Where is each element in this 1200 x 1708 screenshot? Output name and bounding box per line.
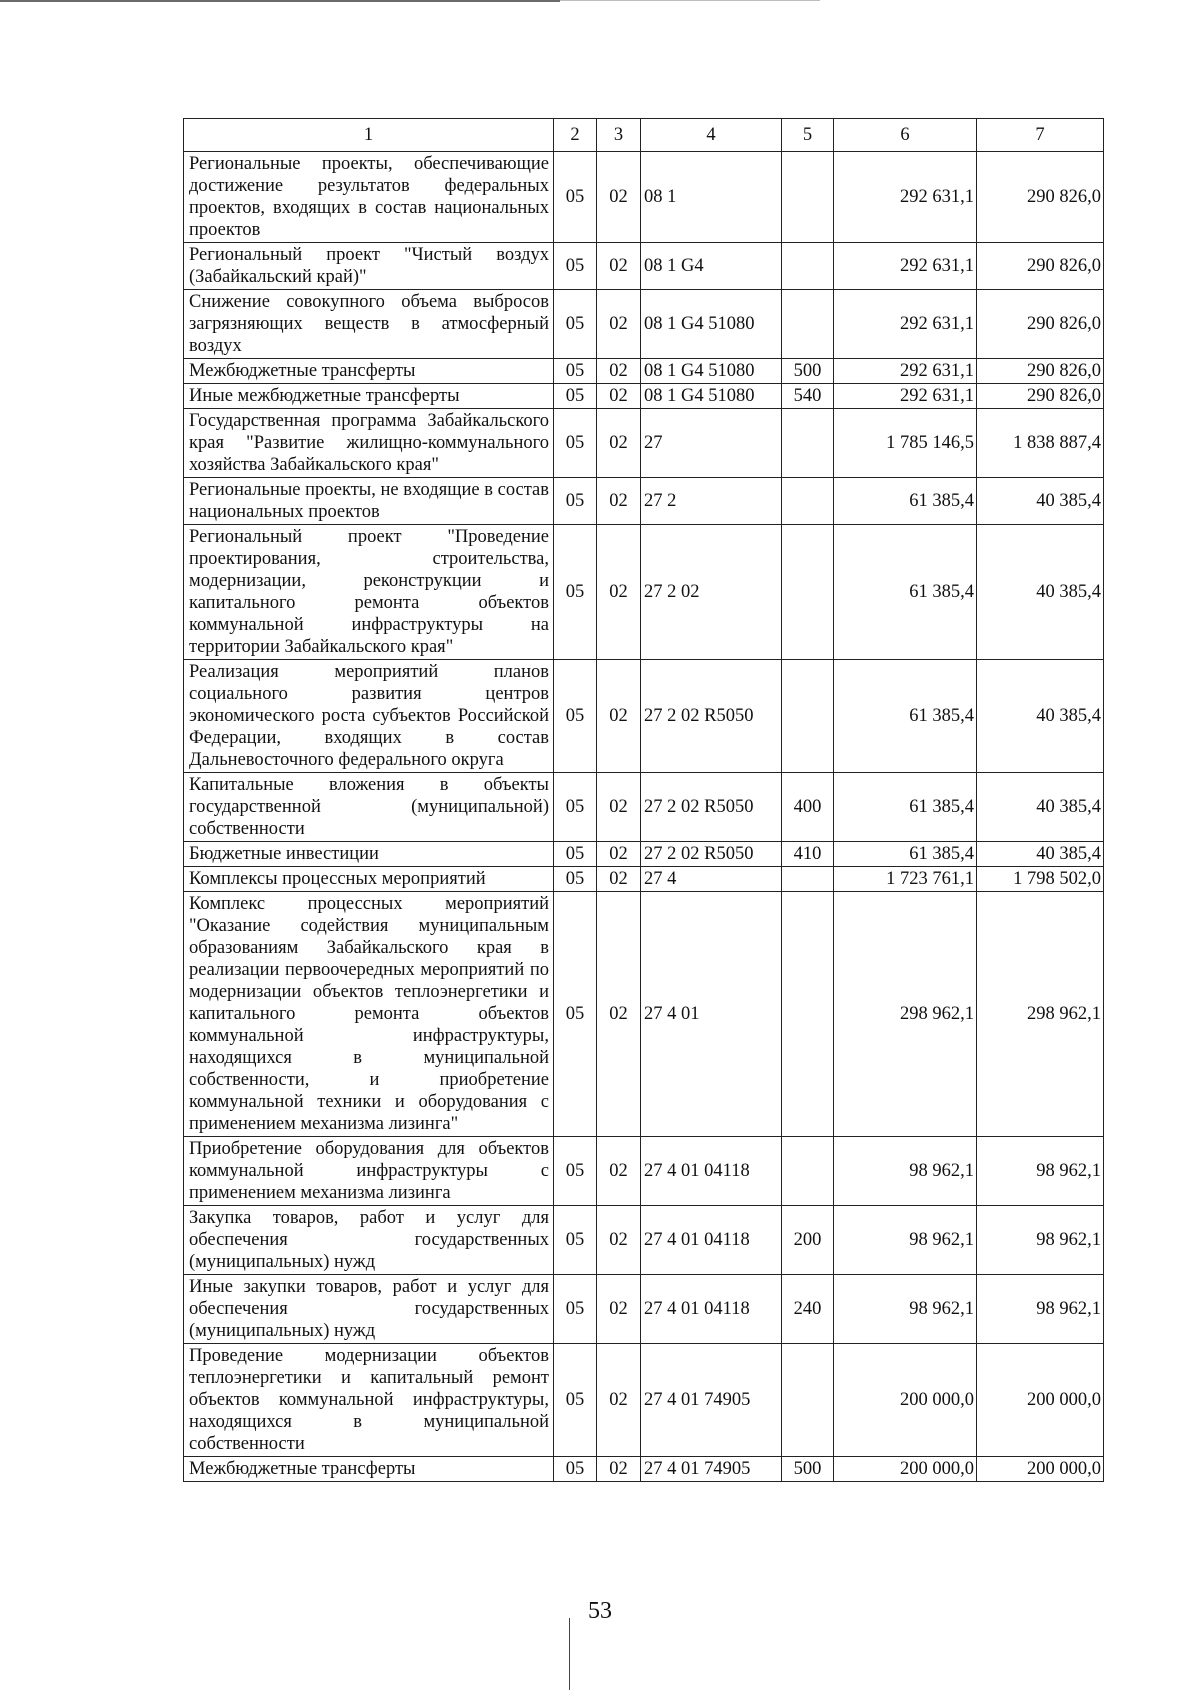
amount-year2-cell: 98 962,1 [977, 1275, 1104, 1344]
expense-type-cell [782, 290, 834, 359]
expense-type-cell [782, 478, 834, 525]
row-name-cell: Приобретение оборудования для объектов коммунальной инфраструктуры с применением механизма лизинга [184, 1137, 554, 1206]
amount-year2-cell: 1 838 887,4 [977, 409, 1104, 478]
amount-year1-cell: 298 962,1 [834, 892, 977, 1137]
row-name-cell: Проведение модернизации объектов теплоэнергетики и капитальный ремонт объектов коммунальной инфраструктуры, находящихся в муниципальной собственности [184, 1344, 554, 1457]
expense-type-cell: 500 [782, 359, 834, 384]
section-cell: 05 [554, 290, 597, 359]
table-row [184, 359, 1104, 384]
table-row [184, 478, 1104, 525]
subsection-cell: 02 [597, 243, 641, 290]
expense-type-cell [782, 152, 834, 243]
target-article-cell: 27 2 02 R5050 [641, 660, 782, 773]
row-name-cell: Межбюджетные трансферты [184, 359, 554, 384]
row-name-cell: Реализация мероприятий планов социального развития центров экономического роста субъектов Российской Федерации, входящих в состав Дальневосточного федерального округа [184, 660, 554, 773]
target-article-cell: 27 2 [641, 478, 782, 525]
header-cell-4: 4 [641, 119, 782, 152]
expense-type-cell [782, 867, 834, 892]
expense-type-cell: 400 [782, 773, 834, 842]
table-row [184, 892, 1104, 1137]
amount-year2-cell: 290 826,0 [977, 359, 1104, 384]
table-row [184, 1344, 1104, 1457]
header-cell-5: 5 [782, 119, 834, 152]
table-row [184, 243, 1104, 290]
table-row [184, 773, 1104, 842]
section-cell: 05 [554, 478, 597, 525]
expense-type-cell: 540 [782, 384, 834, 409]
table-row [184, 290, 1104, 359]
row-name-cell: Региональный проект "Чистый воздух (Забайкальский край)" [184, 243, 554, 290]
subsection-cell: 02 [597, 478, 641, 525]
amount-year2-cell: 290 826,0 [977, 290, 1104, 359]
table-header-row [184, 119, 1104, 152]
amount-year2-cell: 290 826,0 [977, 384, 1104, 409]
table-row [184, 384, 1104, 409]
table-row [184, 409, 1104, 478]
section-cell: 05 [554, 384, 597, 409]
target-article-cell: 27 4 01 04118 [641, 1275, 782, 1344]
table-row [184, 152, 1104, 243]
amount-year2-cell: 98 962,1 [977, 1137, 1104, 1206]
header-cell-1: 1 [184, 119, 554, 152]
amount-year2-cell: 40 385,4 [977, 773, 1104, 842]
amount-year1-cell: 292 631,1 [834, 243, 977, 290]
target-article-cell: 08 1 [641, 152, 782, 243]
table-row [184, 660, 1104, 773]
section-cell: 05 [554, 1137, 597, 1206]
amount-year1-cell: 98 962,1 [834, 1137, 977, 1206]
amount-year1-cell: 61 385,4 [834, 660, 977, 773]
subsection-cell: 02 [597, 1206, 641, 1275]
expense-type-cell [782, 525, 834, 660]
row-name-cell: Региональный проект "Проведение проектирования, строительства, модернизации, реконструкции и капитального ремонта объектов коммунальной инфраструктуры на территории Забайкальского края" [184, 525, 554, 660]
subsection-cell: 02 [597, 892, 641, 1137]
amount-year1-cell: 1 785 146,5 [834, 409, 977, 478]
amount-year2-cell: 298 962,1 [977, 892, 1104, 1137]
expense-type-cell: 410 [782, 842, 834, 867]
scan-edge-line [0, 0, 560, 2]
section-cell: 05 [554, 359, 597, 384]
amount-year2-cell: 290 826,0 [977, 243, 1104, 290]
subsection-cell: 02 [597, 1457, 641, 1482]
expense-type-cell: 240 [782, 1275, 834, 1344]
subsection-cell: 02 [597, 1344, 641, 1457]
section-cell: 05 [554, 660, 597, 773]
section-cell: 05 [554, 773, 597, 842]
target-article-cell: 27 4 01 04118 [641, 1137, 782, 1206]
section-cell: 05 [554, 892, 597, 1137]
section-cell: 05 [554, 525, 597, 660]
row-name-cell: Государственная программа Забайкальского края "Развитие жилищно-коммунального хозяйства Забайкальского края" [184, 409, 554, 478]
scan-edge-line-faint [560, 0, 820, 1]
target-article-cell: 08 1 G4 51080 [641, 384, 782, 409]
header-cell-2: 2 [554, 119, 597, 152]
target-article-cell: 08 1 G4 [641, 243, 782, 290]
expense-type-cell: 500 [782, 1457, 834, 1482]
target-article-cell: 27 4 [641, 867, 782, 892]
subsection-cell: 02 [597, 152, 641, 243]
table-row [184, 1137, 1104, 1206]
amount-year1-cell: 200 000,0 [834, 1457, 977, 1482]
expense-type-cell [782, 243, 834, 290]
subsection-cell: 02 [597, 1137, 641, 1206]
table-row [184, 525, 1104, 660]
amount-year1-cell: 61 385,4 [834, 842, 977, 867]
amount-year1-cell: 98 962,1 [834, 1206, 977, 1275]
expense-type-cell [782, 409, 834, 478]
amount-year1-cell: 61 385,4 [834, 478, 977, 525]
target-article-cell: 27 2 02 R5050 [641, 842, 782, 867]
row-name-cell: Комплекс процессных мероприятий "Оказание содействия муниципальным образованиям Забайкальского края в реализации первоочередных мероприятий по модернизации объектов теплоэнергетики и капитального ремонта объектов коммунальной инфраструктуры, находящихся в муниципальной собственности, и приобретение коммунальной техники и оборудования с применением механизма лизинга" [184, 892, 554, 1137]
header-cell-6: 6 [834, 119, 977, 152]
target-article-cell: 27 2 02 R5050 [641, 773, 782, 842]
amount-year2-cell: 40 385,4 [977, 478, 1104, 525]
table-row [184, 1206, 1104, 1275]
table-body [184, 119, 1104, 1482]
target-article-cell: 08 1 G4 51080 [641, 359, 782, 384]
target-article-cell: 27 2 02 [641, 525, 782, 660]
subsection-cell: 02 [597, 290, 641, 359]
amount-year2-cell: 40 385,4 [977, 525, 1104, 660]
section-cell: 05 [554, 867, 597, 892]
header-cell-3: 3 [597, 119, 641, 152]
row-name-cell: Иные закупки товаров, работ и услуг для обеспечения государственных (муниципальных) нужд [184, 1275, 554, 1344]
subsection-cell: 02 [597, 867, 641, 892]
subsection-cell: 02 [597, 660, 641, 773]
section-cell: 05 [554, 1206, 597, 1275]
amount-year2-cell: 40 385,4 [977, 842, 1104, 867]
amount-year1-cell: 200 000,0 [834, 1344, 977, 1457]
subsection-cell: 02 [597, 842, 641, 867]
table-row [184, 1275, 1104, 1344]
table-row [184, 1457, 1104, 1482]
target-article-cell: 08 1 G4 51080 [641, 290, 782, 359]
subsection-cell: 02 [597, 773, 641, 842]
section-cell: 05 [554, 409, 597, 478]
section-cell: 05 [554, 152, 597, 243]
amount-year1-cell: 98 962,1 [834, 1275, 977, 1344]
amount-year1-cell: 292 631,1 [834, 384, 977, 409]
expense-type-cell [782, 892, 834, 1137]
row-name-cell: Снижение совокупного объема выбросов загрязняющих веществ в атмосферный воздух [184, 290, 554, 359]
amount-year2-cell: 290 826,0 [977, 152, 1104, 243]
section-cell: 05 [554, 1457, 597, 1482]
amount-year2-cell: 200 000,0 [977, 1344, 1104, 1457]
amount-year1-cell: 61 385,4 [834, 525, 977, 660]
expense-type-cell [782, 1137, 834, 1206]
page-number: 53 [588, 1598, 612, 1624]
row-name-cell: Межбюджетные трансферты [184, 1457, 554, 1482]
amount-year1-cell: 61 385,4 [834, 773, 977, 842]
target-article-cell: 27 4 01 74905 [641, 1457, 782, 1482]
amount-year1-cell: 292 631,1 [834, 359, 977, 384]
binding-mark [569, 1618, 570, 1690]
target-article-cell: 27 4 01 04118 [641, 1206, 782, 1275]
subsection-cell: 02 [597, 1275, 641, 1344]
target-article-cell: 27 4 01 74905 [641, 1344, 782, 1457]
expense-type-cell [782, 660, 834, 773]
row-name-cell: Капитальные вложения в объекты государственной (муниципальной) собственности [184, 773, 554, 842]
budget-table [183, 118, 1104, 1482]
amount-year2-cell: 98 962,1 [977, 1206, 1104, 1275]
table-row [184, 867, 1104, 892]
subsection-cell: 02 [597, 525, 641, 660]
table-row [184, 842, 1104, 867]
row-name-cell: Бюджетные инвестиции [184, 842, 554, 867]
subsection-cell: 02 [597, 409, 641, 478]
expense-type-cell [782, 1344, 834, 1457]
row-name-cell: Региональные проекты, обеспечивающие достижение результатов федеральных проектов, входящих в состав национальных проектов [184, 152, 554, 243]
section-cell: 05 [554, 243, 597, 290]
target-article-cell: 27 4 01 [641, 892, 782, 1137]
section-cell: 05 [554, 1275, 597, 1344]
amount-year1-cell: 1 723 761,1 [834, 867, 977, 892]
section-cell: 05 [554, 842, 597, 867]
row-name-cell: Закупка товаров, работ и услуг для обеспечения государственных (муниципальных) нужд [184, 1206, 554, 1275]
target-article-cell: 27 [641, 409, 782, 478]
subsection-cell: 02 [597, 384, 641, 409]
header-cell-7: 7 [977, 119, 1104, 152]
row-name-cell: Иные межбюджетные трансферты [184, 384, 554, 409]
section-cell: 05 [554, 1344, 597, 1457]
amount-year2-cell: 1 798 502,0 [977, 867, 1104, 892]
amount-year2-cell: 40 385,4 [977, 660, 1104, 773]
expense-type-cell: 200 [782, 1206, 834, 1275]
amount-year2-cell: 200 000,0 [977, 1457, 1104, 1482]
amount-year1-cell: 292 631,1 [834, 290, 977, 359]
amount-year1-cell: 292 631,1 [834, 152, 977, 243]
subsection-cell: 02 [597, 359, 641, 384]
row-name-cell: Региональные проекты, не входящие в состав национальных проектов [184, 478, 554, 525]
row-name-cell: Комплексы процессных мероприятий [184, 867, 554, 892]
